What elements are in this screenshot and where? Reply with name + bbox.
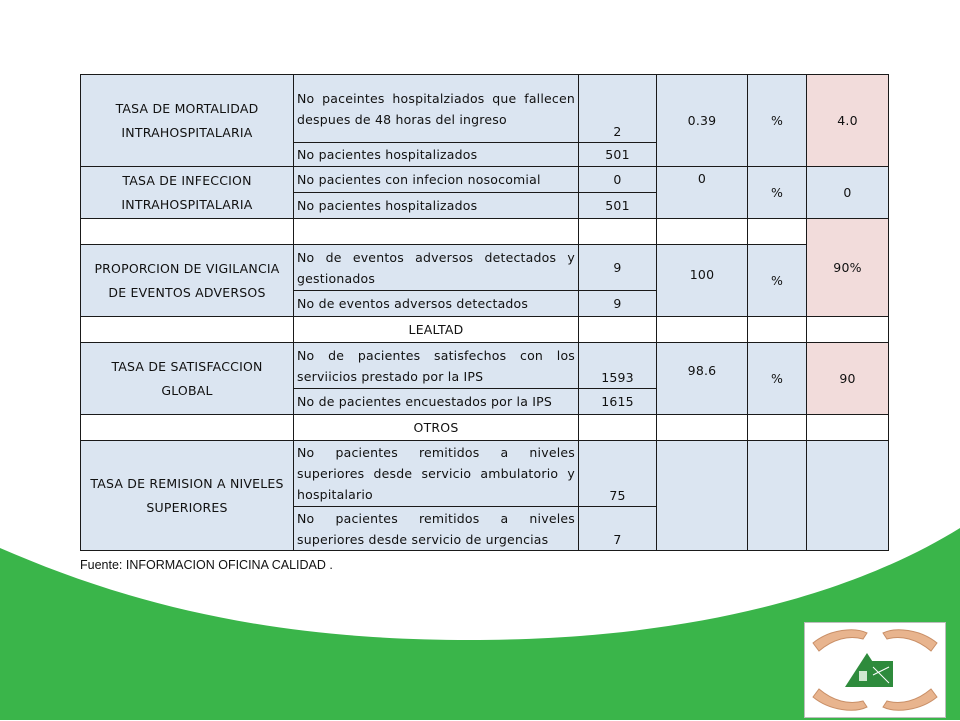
vigilance-numerator-value: 9 — [579, 245, 657, 291]
vigilance-result: 100 — [657, 245, 748, 317]
vigilance-goal: 90% — [807, 219, 889, 317]
satisfaction-unit: % — [748, 343, 807, 415]
mortality-numerator-value: 2 — [579, 75, 657, 143]
mortality-indicator-name: TASA DE MORTALIDAD INTRAHOSPITALARIA — [81, 75, 294, 167]
infection-denominator-value: 501 — [579, 193, 657, 219]
infection-numerator-desc: No pacientes con infecion nosocomial — [294, 167, 579, 193]
remission-result — [657, 441, 748, 551]
indicators-table — [80, 74, 889, 551]
infection-indicator-name: TASA DE INFECCION INTRAHOSPITALARIA — [81, 167, 294, 219]
infection-unit: % — [748, 167, 807, 219]
mortality-denominator-desc: No pacientes hospitalizados — [294, 143, 579, 167]
hospital-logo — [804, 622, 946, 718]
vigilance-numerator-desc: No de eventos adversos detectados y gestionados — [294, 245, 579, 291]
mortality-denominator-value: 501 — [579, 143, 657, 167]
satisfaction-numerator-desc: No de pacientes satisfechos con los serviicios prestado por la IPS — [294, 343, 579, 389]
mortality-result: 0.39 — [657, 75, 748, 167]
remission-indicator-name: TASA DE REMISION A NIVELES SUPERIORES — [81, 441, 294, 551]
remission-denominator-value: 7 — [579, 507, 657, 551]
hands-house-logo-image — [805, 623, 945, 717]
infection-goal: 0 — [807, 167, 889, 219]
mortality-unit: % — [748, 75, 807, 167]
satisfaction-numerator-value: 1593 — [579, 343, 657, 389]
satisfaction-row — [81, 343, 889, 389]
mortality-numerator-desc: No paceintes hospitalziados que fallecen despues de 48 horas del ingreso — [294, 75, 579, 143]
remission-numerator-desc: No pacientes remitidos a niveles superiores desde servicio ambulatorio y hospitalario — [294, 441, 579, 507]
infection-denominator-desc: No pacientes hospitalizados — [294, 193, 579, 219]
remission-goal — [807, 441, 889, 551]
vigilance-row — [81, 245, 889, 291]
vigilance-denominator-value: 9 — [579, 291, 657, 317]
section-otros: OTROS — [294, 415, 579, 441]
section-lealtad: LEALTAD — [294, 317, 579, 343]
satisfaction-indicator-name: TASA DE SATISFACCION GLOBAL — [81, 343, 294, 415]
remission-unit — [748, 441, 807, 551]
satisfaction-result: 98.6 — [657, 343, 748, 415]
blank-row — [81, 219, 889, 245]
vigilance-unit: % — [748, 245, 807, 317]
remission-denominator-desc: No pacientes remitidos a niveles superiores desde servicio de urgencias — [294, 507, 579, 551]
infection-row — [81, 167, 889, 193]
remission-row — [81, 441, 889, 507]
source-note: Fuente: INFORMACION OFICINA CALIDAD . — [80, 558, 333, 572]
satisfaction-denominator-desc: No de pacientes encuestados por la IPS — [294, 389, 579, 415]
section-lealtad-row — [81, 317, 889, 343]
vigilance-indicator-name: PROPORCION DE VIGILANCIA DE EVENTOS ADVERSOS — [81, 245, 294, 317]
remission-numerator-value: 75 — [579, 441, 657, 507]
infection-result: 0 — [657, 167, 748, 219]
satisfaction-goal: 90 — [807, 343, 889, 415]
satisfaction-denominator-value: 1615 — [579, 389, 657, 415]
mortality-row — [81, 75, 889, 143]
section-otros-row — [81, 415, 889, 441]
mortality-goal: 4.0 — [807, 75, 889, 167]
infection-numerator-value: 0 — [579, 167, 657, 193]
vigilance-denominator-desc: No de eventos adversos detectados — [294, 291, 579, 317]
